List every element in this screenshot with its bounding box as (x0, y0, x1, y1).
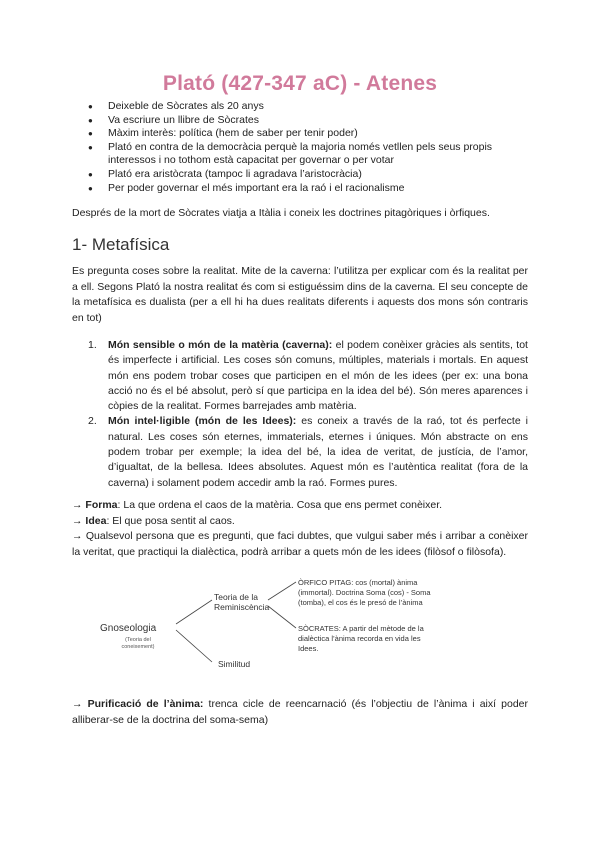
intro-paragraph: Es pregunta coses sobre la realitat. Mite de la caverna: l’utilitza per explicar com és la realitat per a ell. Segons Plató la nostra realitat és com si estiguéssim dins de la caverna. El seu concepte de la metafísica es dualista (per a ell hi ha dues realitats diferents i aquests dos mons són contraris en tot) (72, 265, 528, 324)
section-heading: 1- Metafísica (72, 235, 170, 254)
worlds-list (88, 338, 528, 491)
arrow-line (72, 498, 528, 514)
arrow-notes (72, 498, 528, 560)
arrow-text: : La que ordena el caos de la matèria. Cosa que ens permet conèixer. (117, 499, 443, 511)
world-description: es coneix a través de la raó, tot és perfecte i natural. Les coses són eternes, immaterials, eternes i úniques. Món abstracte on ens podem trobar per exemple; la idea del bé, la idea de veritat, de justícia, de l’amor, d’igualtat, de la bellesa. Idees absolutes. Aquest món es l’autèntica realitat (fora de la caverna) i solament podem accedir amb la raó. Formes pures. (108, 415, 528, 489)
arrow-line (72, 529, 528, 560)
arrow-icon: → (72, 530, 86, 542)
list-number: 2. (88, 415, 97, 428)
arrow-icon: → (72, 499, 86, 511)
arrow-term: Idea (85, 514, 107, 527)
list-item: ● Va escriure un llibre de Sòcrates (88, 114, 528, 128)
arrow-icon: → (72, 698, 88, 710)
world-title: Món sensible o món de la matèria (caverna): (108, 339, 333, 351)
arrow-text: Qualsevol persona que es pregunti, que faci dubtes, que vulgui saber més i arribar a conèixer la veritat, que practiqui la dialèctica, podrà arribar a quets món de les idees (filòsof o filòsofa). (72, 530, 529, 558)
list-item (88, 338, 528, 414)
page-title: Plató (427-347 aC) - Atenes (162, 72, 438, 95)
list-item: ● Plató era aristòcrata (tampoc li agradava l’aristocràcia) (88, 168, 528, 182)
final-term: Purificació de l’ànima: (87, 698, 204, 710)
diagram-root-sub: (Teoria del coneixement) (121, 637, 155, 650)
diagram-note-orphic: ÒRFICO PITAG: cos (mortal) ànima (immortal). Doctrina Soma (cos) - Soma (tomba), el cos és le presó de l’ànima (298, 578, 431, 607)
list-item: ● Per poder governar el més important era la raó i el racionalisme (88, 182, 528, 196)
diagram-note-socrates: SÒCRATES: A partir del mètode de la dialèctica l’ànima recorda en vida les Idees. (298, 624, 424, 653)
branch-line-top (176, 600, 212, 624)
arrow-line (72, 514, 528, 530)
after-bullets-text: Després de la mort de Sòcrates viatja a Itàlia i coneix les doctrines pitagòriques i òrfiques. (72, 207, 490, 219)
bullet-list (88, 100, 528, 195)
diagram-root: Gnoseologia (100, 623, 157, 634)
list-number: 1. (88, 339, 97, 351)
final-note (72, 697, 528, 728)
diagram-branch-top: Teoria de la Reminiscència (214, 592, 270, 612)
gnoseology-diagram (100, 572, 460, 677)
branch-line-bottom (176, 630, 212, 662)
final-text: trenca cicle de reencarnació (és l’objectiu de l’ànima i així poder alliberar-se de la doctrina del soma-sema) (72, 698, 529, 726)
list-item (88, 414, 528, 490)
world-title: Món intel·ligible (món de les Idees): (108, 415, 297, 428)
list-item: ● Màxim interès: política (hem de saber per tenir poder) (88, 127, 528, 141)
list-item: ● Deixeble de Sòcrates als 20 anys (88, 100, 528, 114)
diagram-branch-bottom: Similitud (218, 659, 251, 669)
arrow-text: : El que posa sentit al caos. (106, 514, 235, 527)
arrow-icon: → (72, 514, 86, 527)
list-item: ● Plató en contra de la democràcia perquè la majoria només vetllen pels seus propis interessos i no tothom està capacitat per governar o per votar (88, 141, 528, 168)
arrow-term: Forma (85, 499, 118, 511)
world-description: el podem conèixer gràcies als sentits, tot és imperfecte i artificial. Les coses són comuns, múltiples, materials i mortals. En aquest món ens podem trobar coses que participen en el món de les idees (per ex: una bona acció no és el bé absolut, però sí que participa en la idea del bé). Són meres aparences i còpies de la realitat. Formes barrejades amb matèria. (108, 339, 528, 413)
